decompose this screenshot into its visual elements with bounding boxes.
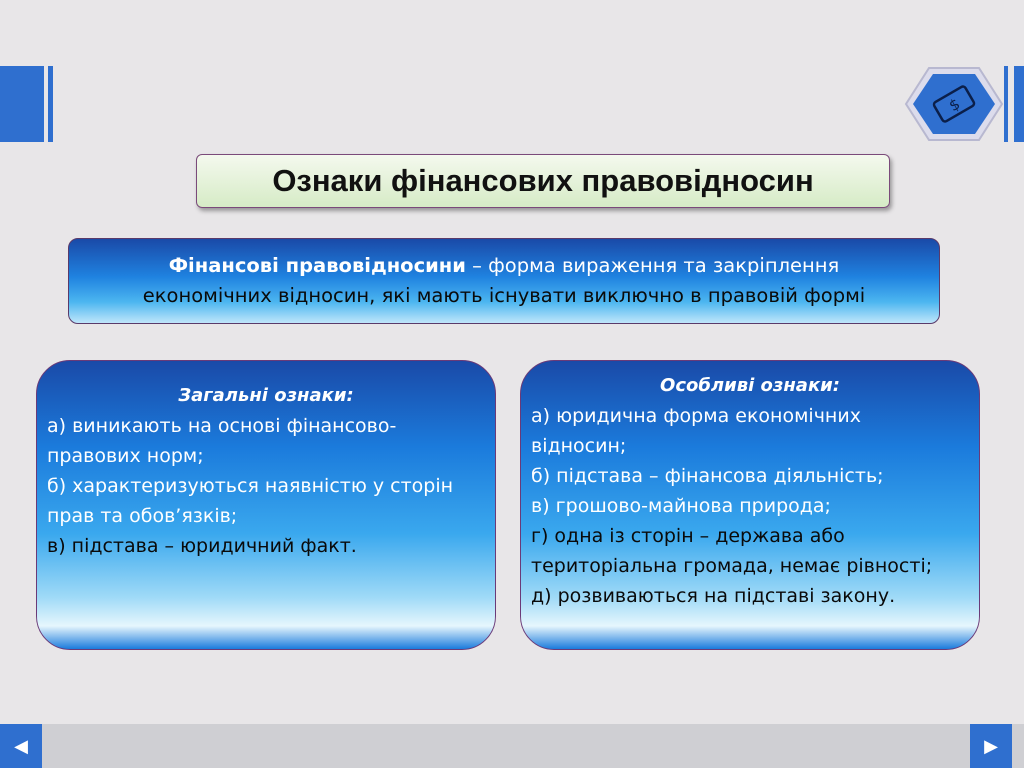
list-item: в) грошово-майнова природа; — [531, 495, 831, 517]
list-item: в) підстава – юридичний факт. — [47, 535, 357, 557]
definition-box — [68, 238, 940, 324]
definition-line-2: економічних відносин, які мають існувати виключно в правовій формі — [142, 284, 866, 307]
list-item: д) розвиваються на підставі закону. — [531, 585, 896, 607]
special-features-heading: Особливі ознаки: — [660, 375, 840, 396]
list-item: б) підстава – фінансова діяльність; — [531, 465, 884, 487]
definition-term: Фінансові правовідносини — [168, 254, 466, 277]
definition-rest: – форма вираження та закріплення — [465, 254, 840, 277]
footer-bar — [0, 724, 1024, 768]
right-decoration — [904, 66, 1024, 142]
general-features-card — [36, 360, 496, 650]
list-item: г) одна із сторін – держава або — [531, 525, 845, 547]
left-bar-wide — [0, 66, 44, 142]
right-bar-wide — [1014, 66, 1024, 142]
left-bar-thin — [48, 66, 53, 142]
next-slide-button[interactable]: ▶ — [970, 724, 1012, 768]
list-item: прав та обов’язків; — [47, 505, 238, 527]
money-hexagon-icon — [904, 66, 1004, 142]
right-bar-thin — [1004, 66, 1008, 142]
slide-title: Ознаки фінансових правовідносин — [196, 154, 890, 208]
list-item: а) юридична форма економічних — [531, 405, 861, 427]
general-features-heading: Загальні ознаки: — [178, 385, 354, 406]
list-item: відносин; — [531, 435, 627, 457]
definition-line-1 — [79, 251, 929, 281]
list-item: а) виникають на основі фінансово- — [47, 415, 397, 437]
list-item: правових норм; — [47, 445, 204, 467]
previous-slide-button[interactable]: ◀ — [0, 724, 42, 768]
special-features-card — [520, 360, 980, 650]
list-item: б) характеризуються наявністю у сторін — [47, 475, 454, 497]
svg-text:$: $ — [945, 94, 964, 116]
list-item: територіальна громада, немає рівності; — [531, 555, 933, 577]
